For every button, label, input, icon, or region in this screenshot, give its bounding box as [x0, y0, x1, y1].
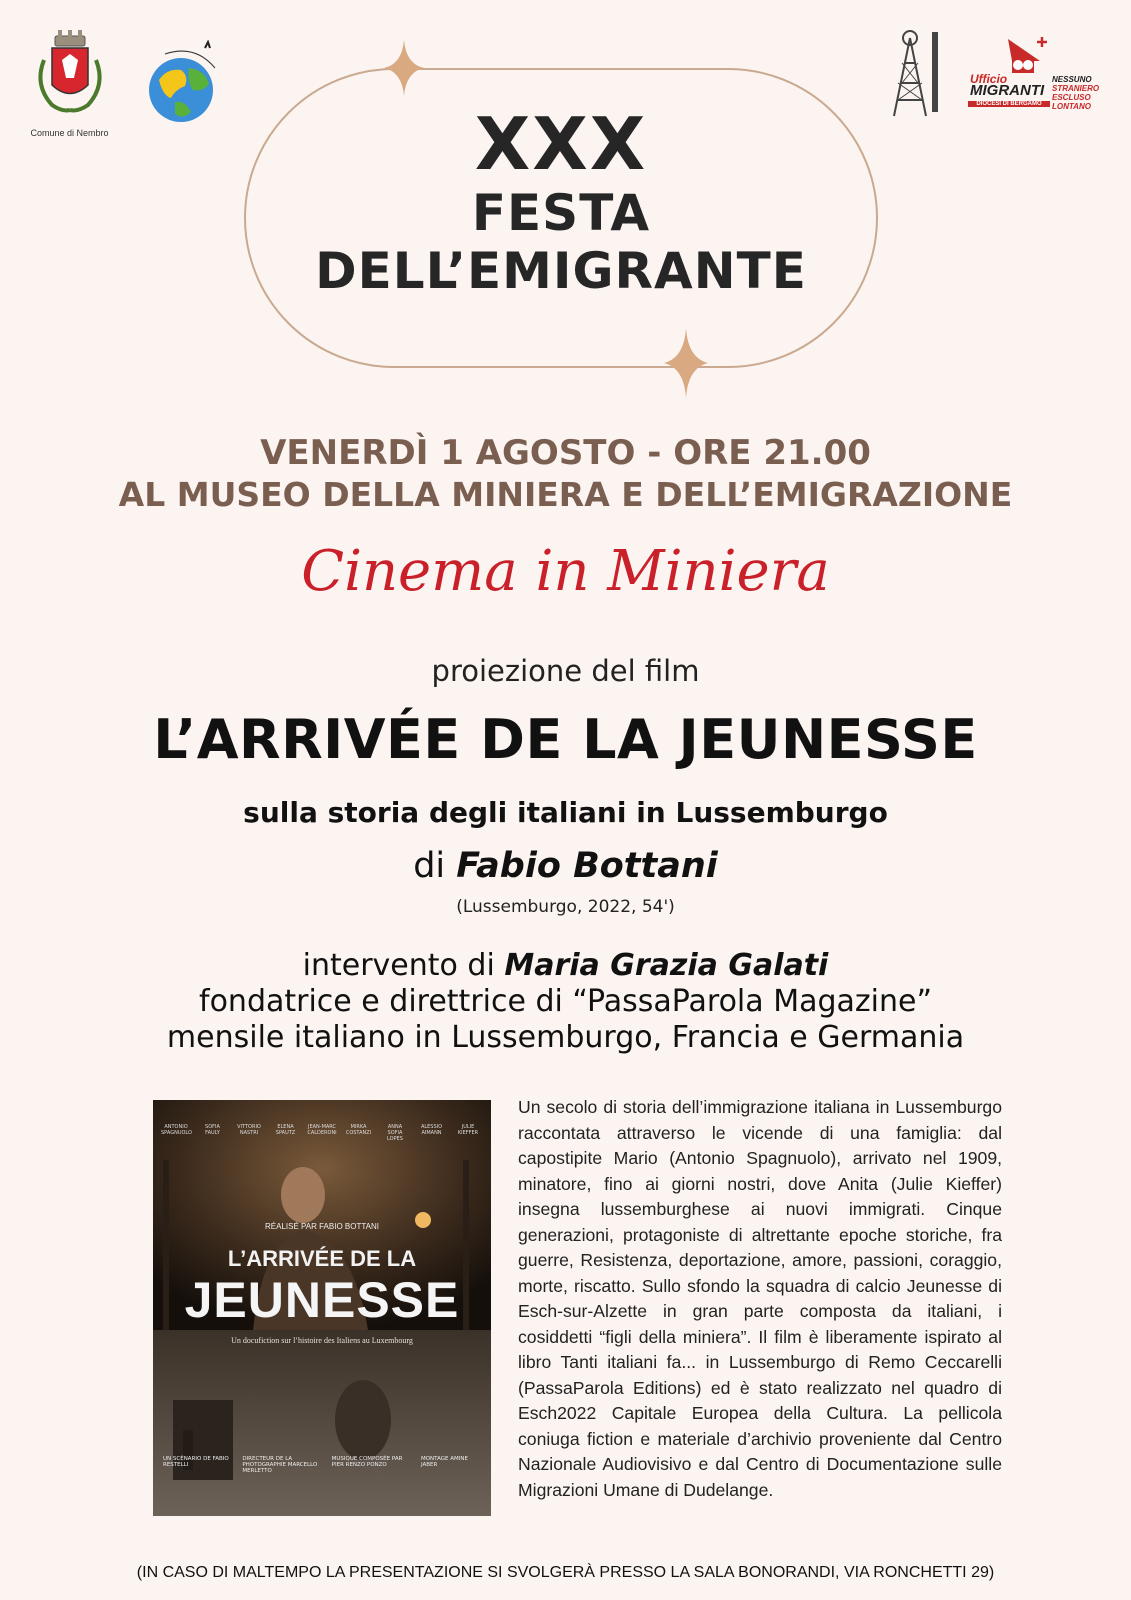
slogan-line: LONTANO — [1052, 102, 1091, 111]
poster-credits — [163, 1456, 481, 1474]
globe-icon — [145, 40, 225, 130]
nembresi-nel-mondo-logo — [145, 40, 225, 130]
mine-tower-icon — [888, 28, 948, 123]
ufficio-migranti-wordmark — [970, 73, 1044, 97]
poster-realise: RÉALISÉ PAR FABIO BOTTANI — [265, 1222, 379, 1231]
speaker-block — [0, 948, 1131, 1056]
poster-tagline: Un docufiction sur l’histoire des Italiens au Luxembourg — [231, 1336, 413, 1345]
film-subject: sulla storia degli italiani in Lussemburgo — [243, 796, 888, 829]
ufficio-word: Ufficio — [970, 72, 1008, 86]
credit: DIRECTEUR DE LA PHOTOGRAPHIE MARCELLO MERLETTO — [242, 1456, 318, 1474]
bad-weather-notice: (IN CASO DI MALTEMPO LA PRESENTAZIONE SI SVOLGERÀ PRESSO LA SALA BONORANDI, VIA RONCHETTI 29) — [136, 1564, 995, 1581]
title-festa: FESTA — [471, 184, 651, 242]
cast-name: ELENA SPAUTZ — [275, 1124, 296, 1136]
event-venue: AL MUSEO DELLA MINIERA E DELL’EMIGRAZIONE — [118, 475, 1013, 514]
comune-nembro-logo — [22, 30, 117, 140]
director-prefix: di — [413, 846, 446, 886]
film-synopsis: Un secolo di storia dell’immigrazione italiana in Lussemburgo raccontata attraverso le vicende di una famiglia: dal capostipite Mario (Antonio Spagnuolo), arrivato nel 1909, minatore, fino ai giorni nostri, dove Anita (Julie Kieffer) insegna lussemburghese ai nuovi immigrati. Cinque generazioni, protagoniste di altrettante epoche storiche, fra guerre, Resistenza, deportazione, amore, passioni, coraggio, morte, riscatto. Sullo sfondo la squadra di calcio Jeunesse di Esch-sur-Alzette in gran parte composta da italiani, i cosiddetti “figli della miniera”. Il film è liberamente ispirato al libro Tanti italiani fa... in Lussemburgo di Remo Ceccarelli (PassaParola Editions) ed è stato realizzato nel quadro di Esch2022 Capitale Europea della Cultura. La pellicola coniuga fiction e materiale d’archivio proveniente dal Centro Nazionale Audiovisivo e dal Centro di Documentazione sulle Migrazioni Umane di Dudelange. — [518, 1097, 1002, 1500]
cast-name: MIRKA COSTANZI — [345, 1124, 372, 1136]
speaker-intro: intervento di — [302, 948, 495, 983]
event-info — [0, 432, 1131, 516]
title-emigrante: DELL’EMIGRANTE — [315, 242, 807, 300]
film-poster — [153, 1100, 491, 1516]
diocesi-label: DIOCESI DI BERGAMO — [968, 101, 1050, 107]
cast-name: JULIE KIEFFER — [457, 1124, 479, 1136]
cast-name: ANNA SOFIA LOPES — [387, 1124, 403, 1142]
poster-title-big: JEUNESSE — [184, 1272, 460, 1328]
edition-number: XXX — [474, 102, 648, 186]
sparkle-star-icon — [384, 40, 424, 96]
credit: UN SCÉNARIO DE FABIO RESTELLI — [163, 1456, 229, 1468]
slogan-line: STRANIERO — [1052, 84, 1100, 93]
series-title: Cinema in Miniera — [301, 539, 830, 604]
speaker-role: fondatrice e direttrice di “PassaParola Magazine” — [199, 984, 932, 1019]
ufficio-migranti-logo — [968, 35, 1098, 115]
film-intro: proiezione del film — [431, 654, 700, 688]
cast-name: VITTORIO NASTRI — [237, 1124, 261, 1136]
slogan-line: ESCLUSO — [1052, 93, 1091, 102]
cast-name: ALESSIO AIMANN — [420, 1124, 443, 1136]
magazine-description: mensile italiano in Lussemburgo, Francia e Germania — [166, 1020, 965, 1055]
slogan-line: NESSUNO — [1052, 75, 1092, 84]
cast-name: SOFIA FAULY — [205, 1124, 220, 1136]
slogan — [1052, 75, 1099, 111]
film-director-line — [0, 846, 1131, 886]
festival-title — [244, 104, 878, 300]
cast-name: ANTONIO SPAGNUOLO — [161, 1124, 192, 1136]
speaker-name: Maria Grazia Galati — [504, 948, 829, 983]
event-date-time: VENERDÌ 1 AGOSTO - ORE 21.00 — [260, 433, 871, 473]
cast-name: JEAN-MARC CALDERONI — [307, 1124, 337, 1136]
house-icon — [968, 35, 1050, 75]
migranti-word: MIGRANTI — [970, 82, 1045, 99]
coat-of-arms-icon — [22, 30, 117, 122]
credit: MONTAGE AMINE JABER — [420, 1456, 468, 1468]
film-details: (Lussemburgo, 2022, 54') — [456, 897, 675, 917]
poster-title-top: L’ARRIVÉE DE LA — [227, 1246, 417, 1271]
comune-nembro-caption: Comune di Nembro — [30, 128, 109, 138]
film-title: L’ARRIVÉE DE LA JEUNESSE — [153, 708, 978, 771]
director-name: Fabio Bottani — [456, 846, 718, 886]
poster-cast-list — [161, 1124, 483, 1142]
credit: MUSIQUE COMPOSÉE PAR PIER RENZO PONZO — [331, 1456, 403, 1468]
mine-headframe-logo — [888, 28, 948, 123]
sparkle-star-icon — [664, 328, 708, 398]
